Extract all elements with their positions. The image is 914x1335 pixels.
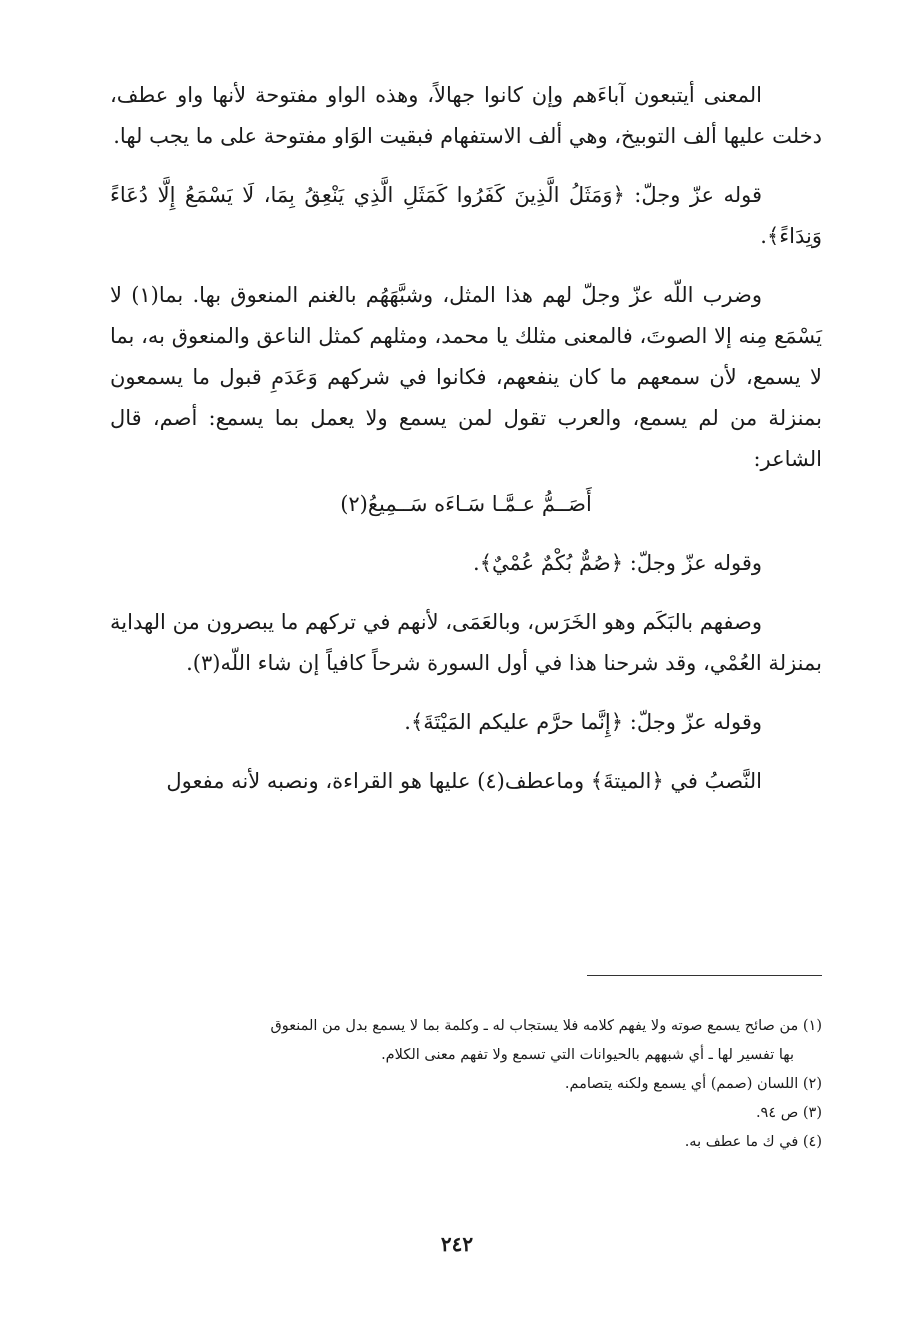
footnote-separator: [587, 975, 822, 976]
paragraph-7: النَّصبُ في ﴿الميتةَ﴾ وماعطف(٤) عليها هو القراءة، ونصبه لأنه مفعول: [166, 769, 762, 793]
paragraph-3: وضرب اللّه عزّ وجلّ لهم هذا المثل، وشبَّهَهُم بالغنم المنعوق بها. بما(١) لا يَسْمَع مِنه إلا الصوتَ، فالمعنى مثلك يا محمد، ومثلهم كمثل الناعق والمنعوق به، بما لا يسمع، لأن سمعهم ما كان ينفعهم، فكانوا في شركهم وَعَدَمِ قبول ما يسمعون بمنزلة من لم يسمع، والعرب تقول لمن يسمع ولا يعمل بما يسمع: أصم، قال الشاعر:: [110, 283, 822, 471]
footnote-4: (٤) في ك ما عطف به.: [684, 1134, 822, 1150]
paragraph-4: وقوله عزّ وجلّ: ﴿صُمٌّ بُكْمٌ عُمْيٌ﴾.: [473, 551, 762, 575]
paragraph-5: وصفهم بالبَكَم وهو الخَرَس، وبالعَمَى، لأنهم في تركهم ما يبصرون من الهداية بمنزلة العُمْي، وقد شرحنا هذا في أول السورة شرحاً كافياً إن شاء اللّه(٣).: [110, 610, 822, 675]
paragraph-1: المعنى أيتبعون آباءَهم وإن كانوا جهالاً، وهذه الواو مفتوحة لأنها واو عطف، دخلت عليها ألف التوبيخ، وهي ألف الاستفهام فبقيت الوَاو مفتوحة على ما يجب لها.: [110, 83, 822, 148]
footnote-1: [110, 1012, 822, 1070]
footnotes: [110, 1012, 822, 1157]
footnote-2: (٢) اللسان (صمم) أي يسمع ولكنه يتصامم.: [564, 1076, 822, 1092]
paragraph-2: قوله عزّ وجلّ: ﴿وَمَثَلُ الَّذِينَ كَفَرُوا كَمَثَلِ الَّذِي يَنْعِقُ بِمَا، لَا يَسْمَعُ إِلَّا دُعَاءً وَنِدَاءً﴾.: [110, 183, 822, 248]
poetry-verse: أَصَــمُّ عـمَّـا سَـاءَه سَــمِيعُ(٢): [340, 492, 592, 516]
footnote-1-text: (١) من صائح يسمع صوته ولا يفهم كلامه فلا يستجاب له ـ وكلمة بما لا يسمع بدل من المنعوق: [270, 1018, 822, 1034]
paragraph-6: وقوله عزّ وجلّ: ﴿إِنَّما حرَّم عليكم المَيْتَةَ﴾.: [404, 710, 762, 734]
footnote-3: (٣) ص ٩٤.: [755, 1105, 822, 1121]
page-number: ٢٤٢: [440, 1232, 474, 1256]
footnote-1-continuation: بها تفسير لها ـ أي شبههم بالحيوانات التي تسمع ولا تفهم معنى الكلام.: [381, 1047, 794, 1063]
main-text: [110, 75, 822, 820]
